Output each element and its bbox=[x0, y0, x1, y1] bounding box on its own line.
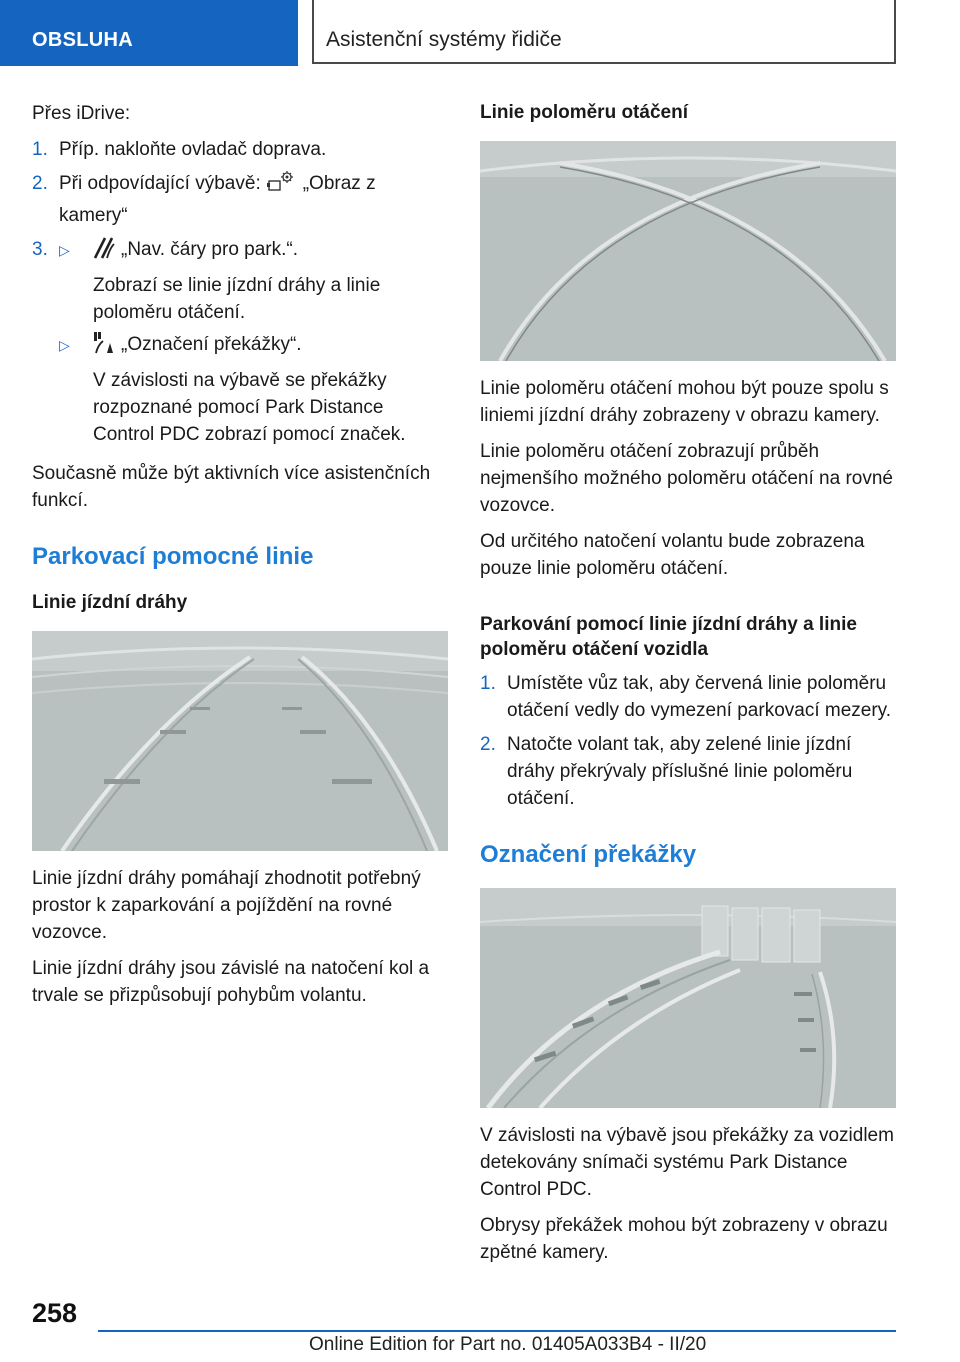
section-heading-parking-lines: Parkovací pomocné linie bbox=[32, 543, 314, 570]
right-column bbox=[480, 100, 896, 1275]
obstacle-para1: V závislosti na výbavě jsou překážky za vozidlem detekovány snímači systému Park Distance Control PDC. bbox=[480, 1125, 894, 1200]
section-heading-obstacle-marking: Označení překážky bbox=[480, 841, 697, 868]
subsection-heading-parking-with-lines: Parkování pomocí linie jízdní dráhy a linie poloměru otáčení vozidla bbox=[480, 614, 857, 660]
turning-radius-para3: Od určitého natočení volantu bude zobrazena pouze linie poloměru otáčení. bbox=[480, 531, 865, 579]
section-title: OBSLUHA bbox=[32, 29, 133, 51]
step-text-after: „Obraz z kamery“ bbox=[59, 173, 376, 226]
page-number: 258 bbox=[32, 1298, 78, 1328]
step-text bbox=[59, 170, 448, 229]
left-column bbox=[32, 100, 448, 1018]
step-number: 2. bbox=[480, 734, 496, 755]
step-number: 2. bbox=[32, 173, 48, 194]
multi-function-note: Současně může být aktivních více asistenčních funkcí. bbox=[32, 463, 431, 511]
turning-radius-para2: Linie poloměru otáčení zobrazují průběh nejmenšího možného poloměru otáčení na rovné vozovce. bbox=[480, 441, 893, 516]
idrive-steps bbox=[32, 136, 448, 453]
obstacle-marking-figure bbox=[480, 888, 896, 1108]
triangle-bullet-icon: ▷ bbox=[59, 242, 70, 258]
list-item bbox=[480, 731, 896, 812]
chapter-header bbox=[312, 0, 896, 64]
step-text: Příp. nakloňte ovladač doprava. bbox=[59, 139, 327, 160]
parking-lines-icon bbox=[93, 236, 115, 268]
list-item bbox=[32, 170, 448, 229]
intro-text: Přes iDrive: bbox=[32, 103, 131, 124]
step-text-before: Při odpovídající výbavě: bbox=[59, 173, 261, 194]
obstacle-marking-icon bbox=[93, 331, 115, 363]
list-item bbox=[32, 236, 448, 453]
footer-edition: Online Edition for Part no. 01405A033B4 - II/20 bbox=[309, 1334, 707, 1355]
sub-item-note: V závislosti na výbavě se překážky rozpoznané pomocí Park Distance Control PDC zobrazí pomocí značek. bbox=[93, 370, 406, 445]
parking-steps bbox=[480, 670, 896, 812]
step-number: 3. bbox=[32, 239, 48, 260]
footer-divider bbox=[98, 1330, 896, 1332]
turning-radius-para1: Linie poloměru otáčení mohou být pouze spolu s liniemi jízdní dráhy zobrazeny v obrazu kamery. bbox=[480, 378, 889, 426]
step-number: 1. bbox=[480, 673, 496, 694]
sub-item-obstacle bbox=[59, 331, 448, 363]
obstacle-para2: Obrysy překážek mohou být zobrazeny v obrazu zpětné kamery. bbox=[480, 1215, 888, 1263]
list-item bbox=[32, 136, 448, 163]
sub-item-note: Zobrazí se linie jízdní dráhy a linie poloměru otáčení. bbox=[93, 275, 381, 323]
subsection-heading-track-lines: Linie jízdní dráhy bbox=[32, 592, 188, 613]
track-lines-figure bbox=[32, 631, 448, 851]
sub-item-parking-lines bbox=[59, 236, 448, 268]
triangle-bullet-icon: ▷ bbox=[59, 337, 70, 353]
subsection-heading-turning-radius: Linie poloměru otáčení bbox=[480, 102, 688, 123]
step-text: Natočte volant tak, aby zelené linie jízdní dráhy překrývaly příslušné linie poloměru otáčení. bbox=[507, 734, 853, 809]
section-tab bbox=[0, 0, 298, 66]
step-text: Umístěte vůz tak, aby červená linie poloměru otáčení vedly do vymezení parkovací mezery. bbox=[507, 673, 892, 721]
track-lines-para1: Linie jízdní dráhy pomáhají zhodnotit potřebný prostor k zaparkování a pojíždění na rovné vozovce. bbox=[32, 868, 421, 943]
camera-settings-icon bbox=[267, 170, 297, 202]
sub-item-label: „Nav. čáry pro park.“. bbox=[121, 239, 299, 260]
sub-item-label: „Označení překážky“. bbox=[121, 334, 302, 355]
list-item bbox=[480, 670, 896, 724]
turning-radius-figure bbox=[480, 141, 896, 361]
step-number: 1. bbox=[32, 139, 48, 160]
chapter-title: Asistenční systémy řidiče bbox=[326, 28, 562, 51]
track-lines-para2: Linie jízdní dráhy jsou závislé na natočení kol a trvale se přizpůsobují pohybům volantu. bbox=[32, 958, 430, 1006]
